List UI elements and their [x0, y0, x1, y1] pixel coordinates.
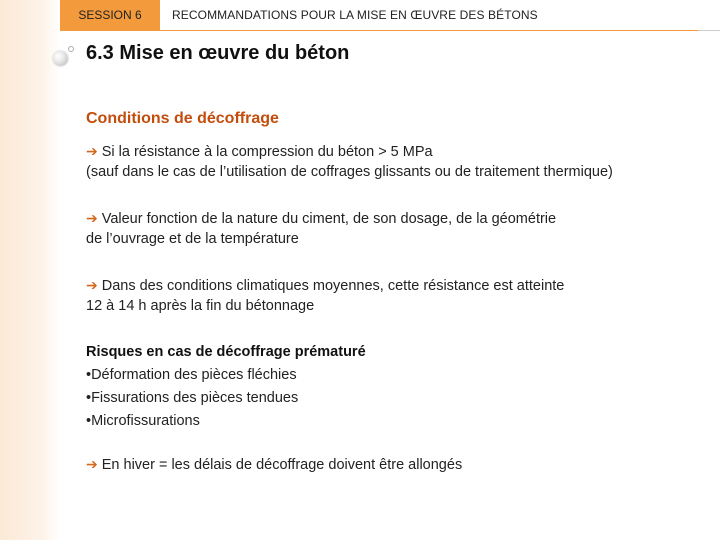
section-heading: Conditions de décoffrage: [86, 110, 279, 127]
left-sidebar-band: [0, 0, 60, 540]
paragraph-line: [86, 275, 706, 296]
paragraph-text: (sauf dans le cas de l’utilisation de coffrages glissants ou de traitement thermique): [86, 164, 613, 180]
header-divider-end: [698, 30, 720, 31]
final-note: [86, 454, 706, 475]
title-bullet-icon: [53, 51, 68, 66]
paragraph-text: 12 à 14 h après la fin du bétonnage: [86, 298, 315, 314]
paragraph-line: [86, 208, 706, 229]
session-tab: [60, 0, 160, 30]
session-label: SESSION 6: [78, 8, 142, 22]
slide-content: [86, 109, 706, 501]
paragraph-1: [86, 141, 706, 182]
risk-item: •Microfissurations: [86, 413, 200, 429]
paragraph-line: [86, 141, 706, 162]
final-note-text: En hiver = les délais de décoffrage doivent être allongés: [101, 457, 463, 473]
arrow-right-icon: ➔: [86, 143, 98, 159]
page-title: 6.3 Mise en œuvre du béton: [86, 42, 350, 64]
risk-item: •Fissurations des pièces tendues: [86, 390, 299, 406]
risks-heading: Risques en cas de décoffrage prématuré: [86, 344, 366, 360]
paragraph-3: [86, 275, 706, 316]
header-title: RECOMMANDATIONS POUR LA MISE EN ŒUVRE DES BÉTONS: [172, 8, 538, 22]
paragraph-text: Dans des conditions climatiques moyennes, cette résistance est atteinte: [101, 278, 565, 294]
paragraph-text: Si la résistance à la compression du béton > 5 MPa: [101, 144, 433, 160]
paragraph-text: de l’ouvrage et de la température: [86, 231, 299, 247]
risk-item: •Déformation des pièces fléchies: [86, 367, 297, 383]
paragraph-2: [86, 208, 706, 249]
header-divider: [60, 30, 720, 31]
arrow-right-icon: ➔: [86, 456, 98, 472]
paragraph-text: Valeur fonction de la nature du ciment, de son dosage, de la géométrie: [101, 211, 557, 227]
title-ring-icon: [68, 46, 74, 52]
arrow-right-icon: ➔: [86, 210, 98, 226]
arrow-right-icon: ➔: [86, 277, 98, 293]
risks-block: [86, 342, 706, 431]
